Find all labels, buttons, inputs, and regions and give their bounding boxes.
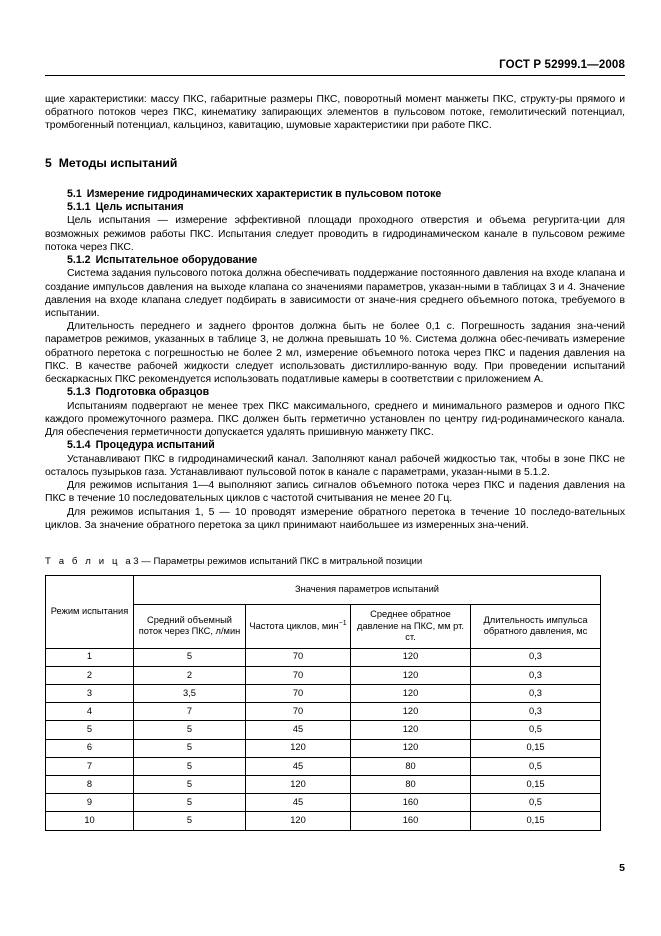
column-header-frequency (246, 604, 351, 648)
cell-backpressure: 80 (351, 776, 471, 794)
table-row (46, 666, 601, 684)
page-number: 5 (619, 862, 625, 874)
table-row (46, 776, 601, 794)
table-head (46, 575, 601, 648)
table-row (46, 721, 601, 739)
cell-mode: 8 (46, 776, 134, 794)
standard-designation: ГОСТ Р 52999.1—2008 (499, 59, 625, 71)
cell-frequency: 120 (246, 739, 351, 757)
section-number-5-1-4: 5.1.4 (67, 439, 91, 452)
section-title-5-1: Измерение гидродинамических характеристик в пульсовом потоке (86, 187, 442, 200)
table-caption-dash: — (141, 555, 151, 567)
cell-mode: 5 (46, 721, 134, 739)
table-body (46, 648, 601, 830)
column-header-frequency-text: Частота циклов, мин (249, 620, 339, 631)
column-header-duration: Длительность импульса обратного давления, мс (471, 604, 601, 648)
cell-flow: 5 (134, 648, 246, 666)
table-row (46, 685, 601, 703)
cell-mode: 9 (46, 794, 134, 812)
section-heading-5-1-1 (45, 201, 625, 214)
cell-duration: 0,15 (471, 776, 601, 794)
section-title-5-1-4: Процедура испытаний (95, 439, 215, 452)
cell-duration: 0,3 (471, 703, 601, 721)
column-header-flow: Средний объемный поток через ПКС, л/мин (134, 604, 246, 648)
column-header-backpressure: Среднее обратное давление на ПКС, мм рт. ст. (351, 604, 471, 648)
table-caption (45, 556, 625, 568)
cell-duration: 0,5 (471, 721, 601, 739)
cell-duration: 0,5 (471, 757, 601, 775)
cell-backpressure: 120 (351, 648, 471, 666)
cell-flow: 5 (134, 794, 246, 812)
cell-flow: 2 (134, 666, 246, 684)
cell-frequency: 70 (246, 703, 351, 721)
cell-frequency: 120 (246, 776, 351, 794)
cell-duration: 0,3 (471, 648, 601, 666)
cell-frequency: 45 (246, 757, 351, 775)
cell-backpressure: 120 (351, 721, 471, 739)
paragraph-5-1-4-b: Для режимов испытания 1—4 выполняют запись сигналов объемного потока через ПКС и падения давления на ПКС в течение 10 последовательных циклов с частотой считывания не менее 20 Гц. (45, 480, 625, 505)
cell-mode: 4 (46, 703, 134, 721)
cell-backpressure: 120 (351, 666, 471, 684)
section-title-5-1-1: Цель испытания (95, 201, 184, 214)
cell-frequency: 45 (246, 794, 351, 812)
cell-backpressure: 120 (351, 685, 471, 703)
section-heading-5-1-3 (45, 386, 625, 399)
cell-flow: 3,5 (134, 685, 246, 703)
paragraph-5-1-2-a: Система задания пульсового потока должна обеспечивать поддержание постоянного давления на входе клапана и создание импульсов давления на выходе клапана со значениями параметров, указан-ными в таблицах 3 и 4. Значение давления на входе клапана следует подбирать в зависимости от значе-ния среднего объемного потока, требуемого в испытании. (45, 268, 625, 320)
section-number-5-1: 5.1 (67, 187, 82, 200)
cell-mode: 6 (46, 739, 134, 757)
running-header (45, 58, 625, 76)
table-row (46, 757, 601, 775)
cell-mode: 2 (46, 666, 134, 684)
cell-duration: 0,15 (471, 812, 601, 830)
cell-duration: 0,15 (471, 739, 601, 757)
cell-flow: 7 (134, 703, 246, 721)
cell-mode: 1 (46, 648, 134, 666)
table-caption-label: Т а б л и ц а (45, 555, 134, 567)
cell-mode: 10 (46, 812, 134, 830)
paragraph-5-1-4-c: Для режимов испытания 1, 5 — 10 проводят измерение обратного перетока в течение 10 последо-вательных циклов. За значение обратного перетока за цикл принимают наибольшее из измеренных зна-чений. (45, 506, 625, 531)
paragraph-5-1-3: Испытаниям подвергают не менее трех ПКС максимального, среднего и минимального размеров и одного ПКС каждого промежуточного размера. ПКС должен быть герметично установлен по центру гид-родинамического канала. Для обеспечения герметичности допускается удалять пришивную манжету ПКС. (45, 400, 625, 439)
section-number-5-1-3: 5.1.3 (67, 386, 91, 399)
cell-frequency: 70 (246, 685, 351, 703)
table-row (46, 794, 601, 812)
cell-frequency: 120 (246, 812, 351, 830)
paragraph-5-1-4-a: Устанавливают ПКС в гидродинамический канал. Заполняют канал рабочей жидкостью так, чтобы в зоне ПКС не осталось пузырьков газа. Устанавливают пульсовой поток в канале с параметрами, указан-ными в 5.1.2. (45, 453, 625, 478)
table-row (46, 703, 601, 721)
cell-frequency: 70 (246, 666, 351, 684)
cell-flow: 5 (134, 739, 246, 757)
section-title-5-1-2: Испытательное оборудование (95, 254, 258, 267)
column-header-group: Значения параметров испытаний (134, 575, 601, 604)
cell-frequency: 45 (246, 721, 351, 739)
table-row (46, 812, 601, 830)
cell-mode: 7 (46, 757, 134, 775)
frequency-unit-superscript: −1 (338, 619, 347, 627)
cell-mode: 3 (46, 685, 134, 703)
cell-duration: 0,3 (471, 666, 601, 684)
cell-backpressure: 160 (351, 794, 471, 812)
section-heading-5 (45, 156, 625, 171)
table-caption-text: Параметры режимов испытаний ПКС в митральной позиции (153, 555, 423, 567)
cell-backpressure: 80 (351, 757, 471, 775)
table-header-row-group (46, 575, 601, 604)
cell-backpressure: 120 (351, 703, 471, 721)
table-row (46, 648, 601, 666)
section-number-5-1-2: 5.1.2 (67, 254, 91, 267)
cell-frequency: 70 (246, 648, 351, 666)
section-heading-5-1-4 (45, 439, 625, 452)
section-number-5: 5 (45, 155, 52, 170)
table-caption-number: 3 (133, 555, 142, 567)
test-modes-table (45, 575, 601, 831)
cell-flow: 5 (134, 721, 246, 739)
section-heading-5-1 (45, 188, 625, 201)
cell-flow: 5 (134, 757, 246, 775)
paragraph-5-1-2-b: Длительность переднего и заднего фронтов должна быть не более 0,1 с. Погрешность задания зна-чений параметров режимов, указанных в таблице 3, не должна превышать 10 %. Система должна обес-печивать измерение обратного перетока с погрешностью не более 2 мл, измерение объемного потока через ПКС и падения давления на ПКС. В качестве рабочей жидкости следует использовать дистиллиро-ванную воду. При проведении испытаний бескаркасных ПКС рекомендуется использовать податливые камеры в соответствии с приложением А. (45, 321, 625, 386)
section-number-5-1-1: 5.1.1 (67, 201, 91, 214)
section-heading-5-1-2 (45, 254, 625, 267)
paragraph-5-1-1: Цель испытания — измерение эффективной площади проходного отверстия и объема регургита-ции для возможных режимов работы ПКС. Испытания следует проводить в гидродинамическом канале в пульсовом режиме потока через ПКС. (45, 215, 625, 253)
cell-backpressure: 120 (351, 739, 471, 757)
column-header-mode: Режим испытания (46, 575, 134, 648)
cell-backpressure: 160 (351, 812, 471, 830)
cell-duration: 0,3 (471, 685, 601, 703)
header-rule (45, 75, 625, 76)
continued-paragraph: щие характеристики: массу ПКС, габаритные размеры ПКС, поворотный момент манжеты ПКС, структу-ры прямого и обратного потоков через ПКС, кинематику запирающих элементов в пульсовом потоке, гемолитический потенциал, тромбогенный потенциал, кальциноз, кавитацию, шумовые характеристики при работе ПКС. (45, 94, 625, 132)
section-title-5: Методы испытаний (58, 155, 178, 170)
table-row (46, 739, 601, 757)
section-title-5-1-3: Подготовка образцов (95, 386, 210, 399)
cell-duration: 0,5 (471, 794, 601, 812)
cell-flow: 5 (134, 812, 246, 830)
cell-flow: 5 (134, 776, 246, 794)
content-column (45, 93, 625, 831)
